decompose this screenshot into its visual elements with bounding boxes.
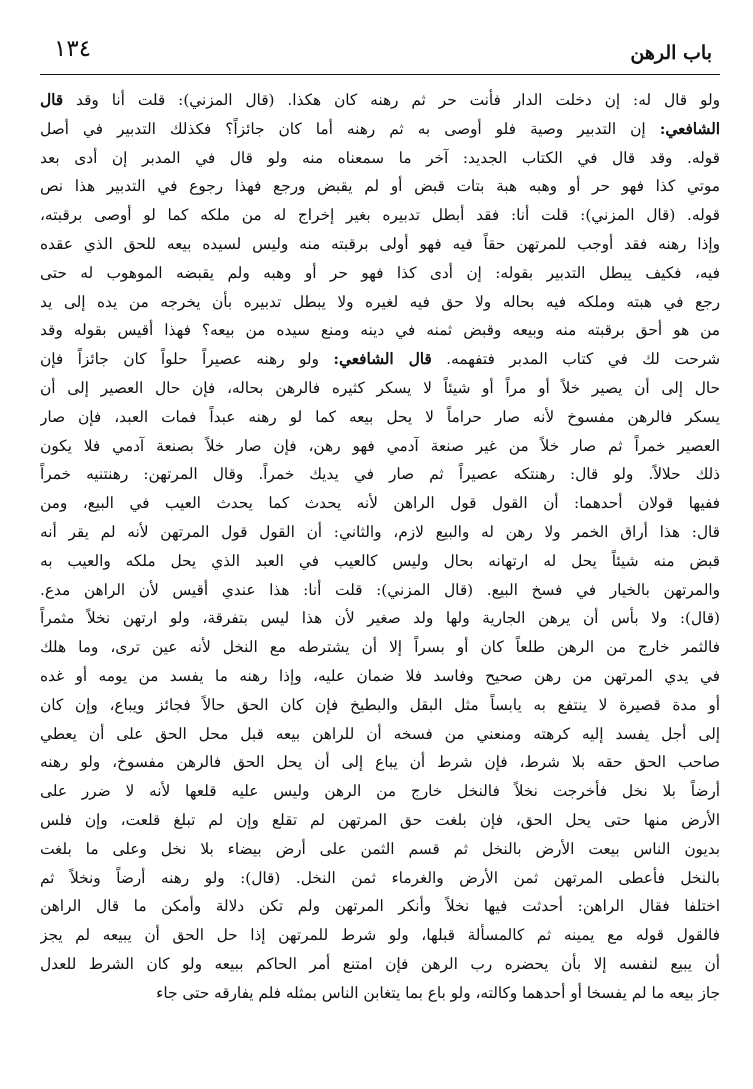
text-line xyxy=(40,374,720,403)
text-line xyxy=(40,144,720,173)
text-line xyxy=(40,604,720,633)
text-segment: فالقول قوله مع يمينه ثم كالمسألة قبلها، ولو شرط للمرتهن إذا حل الحق أن يبيعه لم يجز xyxy=(40,926,720,945)
text-line xyxy=(40,864,720,893)
text-line xyxy=(40,777,720,806)
text-segment: قوله. (قال المزني): قلت أنا: فقد أبطل تدبيره بغير إخراج له من ملكه كما لو أوصى برقبته، xyxy=(40,206,720,225)
text-line xyxy=(40,979,720,1008)
text-segment: إلى أجل يفسد إليه كرهته ومنعني من فسخه أن للراهن بيعه قبل محل الحق على أن يعطي xyxy=(40,724,720,743)
text-segment: صاحب الحق حقه بلا شرط، فإن شرط أن يباع إلى أن يحل الحق فالرهن مفسوخ، ولو رهنه xyxy=(40,753,720,772)
header-rule xyxy=(40,74,720,75)
text-segment: ولو رهنه عصيراً حلواً كان جائزاً فإن xyxy=(40,350,334,369)
text-segment: ففيها قولان أحدهما: أن القول قول الراهن لأنه يحدث كما يحدث العيب في البيع، ومن xyxy=(40,494,720,513)
text-line xyxy=(40,345,720,374)
body-text xyxy=(40,86,720,1008)
text-segment: قبض منه شيئاً يحل له ارتهانه بحال وليس كالعيب في العبد الذي يحل ملكه والعيب به xyxy=(40,551,720,570)
text-line xyxy=(40,576,720,605)
bold-speaker-label: قال الشافعي: xyxy=(333,350,432,369)
text-line xyxy=(40,547,720,576)
text-line xyxy=(40,691,720,720)
text-line xyxy=(40,662,720,691)
text-line xyxy=(40,806,720,835)
text-line xyxy=(40,633,720,662)
text-segment: رجع في هبته وملكه فيه بحاله ولا حق فيه لغيره ولا يبطل تدبيره بأن يخرجه من يده إلى يد xyxy=(40,292,720,311)
text-line xyxy=(40,259,720,288)
text-line xyxy=(40,115,720,144)
text-line xyxy=(40,892,720,921)
chapter-title: باب الرهن xyxy=(630,42,712,64)
page-number: ١٣٤ xyxy=(54,36,92,62)
text-line xyxy=(40,230,720,259)
text-segment: في يدي المرتهن من رهن صحيح وفاسد فلا ضمان عليه، وإذا رهنه ما يفسد من يومه أو غده xyxy=(40,666,720,685)
text-line xyxy=(40,835,720,864)
page-header xyxy=(40,28,720,64)
text-line xyxy=(40,460,720,489)
text-segment: قوله. وقد قال في الكتاب الجديد: آخر ما سمعناه منه ولو قال في المدبر إن أدى بعد xyxy=(40,148,720,167)
text-segment: قال: هذا أراق الخمر ولا رهن له والبيع لازم، والثاني: أن القول قول المرتهن لأنه لم يقر أنه xyxy=(40,522,720,541)
text-segment: ذلك حلالاً. ولو قال: رهنتكه عصيراً ثم صار في يديك خمراً. وقال المرتهن: رهنتنيه خمراً xyxy=(40,465,720,484)
text-segment: الأرض منها حتى يحل الحق، فإن بلغت حق المرتهن لم تقلع وإن لم تبلغ قلعت، وإن فلس xyxy=(40,810,720,829)
bold-speaker-label: قال xyxy=(40,91,64,109)
text-segment: أن يبيع لنفسه إلا بأن يحضره رب الرهن فإن امتنع أمر الحاكم ببيعه ولو كان الشرط للعدل xyxy=(40,954,720,973)
bold-speaker-label: الشافعي: xyxy=(659,119,720,138)
text-line xyxy=(40,432,720,461)
text-line xyxy=(40,489,720,518)
text-line xyxy=(40,403,720,432)
text-line xyxy=(40,172,720,201)
text-segment: موتي كذا فهو حر أو وهبه هبة بتات قبض أو لم يقبض ورجع فهذا رجوع في التدبير هذا نص xyxy=(40,177,720,196)
text-segment: بالنخل فأعطى المرتهن ثمن الأرض والغرماء ثمن النخل. (قال): ولو رهنه أرضاً ونخلاً ثم xyxy=(40,868,720,887)
text-line xyxy=(40,316,720,345)
text-line xyxy=(40,518,720,547)
text-segment: يسكر فالرهن مفسوخ لأنه صار حراماً لا يحل بيعه كما لو رهنه عبداً فمات العبد، فإن صار xyxy=(40,407,720,426)
text-segment: (قال): ولا بأس أن يرهن الجارية ولها ولد صغير لأن هذا ليس بتفرقة، ولو ارتهن نخلاً مثمراً xyxy=(40,609,720,628)
text-line xyxy=(40,86,720,115)
text-line xyxy=(40,748,720,777)
text-line xyxy=(40,720,720,749)
text-segment: من هو أحق برقبته منه وبيعه وقبض ثمنه في دينه ومنع سيده من بيعه؟ فهذا أقيس بقوله وقد xyxy=(40,321,720,340)
text-line xyxy=(40,288,720,317)
text-segment: فالثمر خارج من الرهن طلعاً كان أو بسراً إلا أن يشترطه مع النخل لأنه عين ترى، وما هلك xyxy=(40,638,720,657)
book-page xyxy=(40,28,720,1078)
text-segment: ولو قال له: إن دخلت الدار فأنت حر ثم رهنه كان هكذا. (قال المزني): قلت أنا وقد xyxy=(63,91,720,109)
text-line xyxy=(40,201,720,230)
text-segment: أرضاً بلا نخل فأخرجت نخلاً فالنخل خارج من الرهن وليس عليه قلعها لأنه لا ضرر على xyxy=(40,782,720,801)
text-line xyxy=(40,921,720,950)
text-segment: وإذا رهنه فقد أوجب للمرتهن حقاً فيه فهو أولى برقبته منه وليس لسيده بيعه للحق الذي عقده xyxy=(40,234,720,253)
text-segment: حال إلى أن يصير خلاً أو مراً أو شيئاً لا يسكر كثيره فالرهن بحاله، فإن حال العصير إلى أن xyxy=(40,378,720,397)
text-segment: جاز بيعه ما لم يفسخا أو أحدهما وكالته، ولو باع بما يتغابن الناس بمثله فلم يفارقه حتى جاء xyxy=(156,983,720,1002)
text-segment: شرحت لك في كتاب المدبر فتفهمه. xyxy=(431,350,720,369)
text-segment: العصير خمراً ثم صار خلاً من غير صنعة آدمي فهو رهن، فإن صار خلاً بصنعة آدمي فلا يكون xyxy=(40,436,720,455)
text-segment: أو مدة قصيرة لا ينتفع به يابساً مثل البقل والبطيخ فإن كان الحق حالاً فجائز ويباع، وإن كان xyxy=(40,695,720,714)
text-segment: فيه، فكيف يبطل التدبير بقوله: إن أدى كذا فهو حر أو وهبه ولم يقبضه الموهوب له حتى xyxy=(40,263,720,282)
text-segment: والمرتهن بالخيار في فسخ البيع. (قال المزني): قلت أنا: هذا عندي أقيس لأن الراهن مدع. xyxy=(40,580,720,599)
text-line xyxy=(40,950,720,979)
text-segment: اختلفا فقال الراهن: أحدثت فيها نخلاً وأنكر المرتهن ولم تكن دلالة وأمكن ما قال الراهن xyxy=(40,897,720,916)
text-segment: بديون الناس بيعت الأرض بالنخل ثم قسم الثمن على أرض بيضاء بلا نخل وعلى ما بلغت xyxy=(40,839,720,858)
text-segment: إن التدبير وصية فلو أوصى به ثم رهنه أما كان جائزاً؟ فكذلك التدبير في أصل xyxy=(40,119,660,138)
